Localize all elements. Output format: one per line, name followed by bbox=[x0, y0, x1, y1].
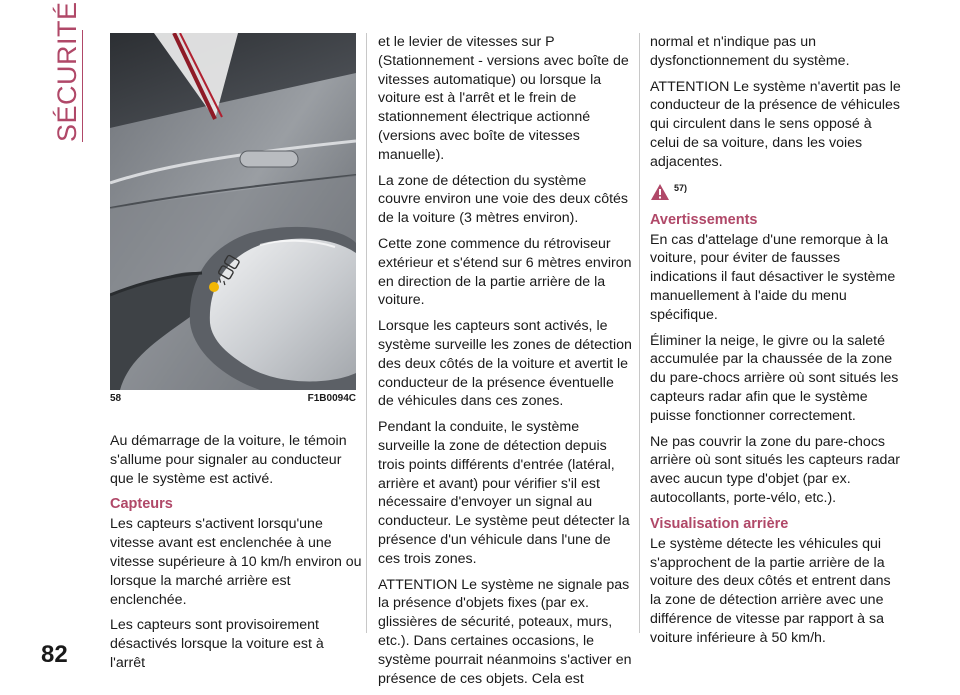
warning-triangle-icon bbox=[650, 183, 670, 201]
paragraph: et le levier de vitesses sur P (Stationnement - versions avec boîte de vitesses automatique) ou lorsque la voiture est à l'arrêt et le frein de stationnement électrique actionné (versions avec boîte de vitesses manuelle). bbox=[378, 34, 629, 163]
text-column-2 bbox=[378, 33, 632, 695]
paragraph: ATTENTION Le système n'avertit pas le conducteur de la présence de véhicules qui circulent dans le sens opposé à celui de sa voiture, dans les voies adjacentes. bbox=[650, 78, 901, 170]
heading-visualisation-arriere: Visualisation arrière bbox=[650, 515, 789, 532]
paragraph: La zone de détection du système couvre environ une voie des deux côtés de la voiture (3 mètres environ). bbox=[378, 172, 629, 227]
warning-ref-number: 57) bbox=[674, 183, 688, 194]
paragraph: Pendant la conduite, le système surveille la zone de détection depuis trois points différents d'entrée (latéral, arrière et avant) pour vérifier s'il est nécessaire d'envoyer un signal au conducteur. Le système peut détecter la présence d'un véhicule dans l'une de ces trois zones. bbox=[378, 419, 630, 567]
heading-avertissements: Avertissements bbox=[650, 211, 758, 228]
column-divider bbox=[639, 33, 640, 633]
paragraph: Éliminer la neige, le givre ou la saleté accumulée par la chaussée de la zone du pare-chocs arrière où sont situés les capteurs radar afin que le système puisse fonctionner correctement. bbox=[650, 332, 899, 424]
text-column-3 bbox=[650, 33, 904, 655]
paragraph: Ne pas couvrir la zone du pare-chocs arrière où sont situés les capteurs radar avec aucun type d'objet (par ex. autocollants, porte-vélo, etc.). bbox=[650, 433, 900, 506]
paragraph: Le système détecte les véhicules qui s'approchent de la partie arrière de la voiture des deux côtés et entrent dans la zone de détection arrière avec une différence de vitesse par rapport à sa voiture inférieure à 50 km/h. bbox=[650, 535, 891, 646]
warning-reference bbox=[650, 179, 904, 205]
column-divider bbox=[366, 33, 367, 633]
paragraph: normal et n'indique pas un dysfonctionnement du système. bbox=[650, 34, 850, 69]
heading-capteurs: Capteurs bbox=[110, 496, 173, 513]
warning-indicator-light bbox=[209, 282, 219, 292]
section-title-rule bbox=[82, 30, 83, 142]
figure-mirror-illustration bbox=[110, 33, 356, 390]
paragraph: Les capteurs s'activent lorsqu'une vitesse avant est enclenchée à une vitesse supérieure à 10 km/h environ ou lorsque la marché arrière est enclenchée. bbox=[110, 516, 362, 608]
section-title bbox=[52, 1, 82, 142]
paragraph: Cette zone commence du rétroviseur extérieur et s'étend sur 6 mètres environ en direction de la partie arrière de la voiture. bbox=[378, 235, 632, 309]
paragraph: ATTENTION Le système ne signale pas la présence d'objets fixes (par ex. glissières de sécurité, poteaux, murs, etc.). Dans certaines occasions, le système pourrait néanmoins s'activer en présence de ces objets. Cela est bbox=[378, 576, 632, 687]
section-title-text: SÉCURITÉ bbox=[52, 1, 82, 142]
figure-number: 58 bbox=[110, 393, 122, 404]
text-column-1 bbox=[110, 432, 362, 680]
figure-caption bbox=[110, 393, 356, 407]
paragraph: Lorsque les capteurs sont activés, le système surveille les zones de détection des deux côtés de la voiture et avertit le conducteur de la présence éventuelle de véhicules dans ces zones. bbox=[378, 318, 632, 410]
paragraph: Les capteurs sont provisoirement désactivés lorsque la voiture est à l'arrêt bbox=[110, 617, 324, 671]
page-number: 82 bbox=[41, 641, 68, 668]
figure-code: F1B0094C bbox=[307, 393, 356, 404]
mirror-illustration bbox=[110, 33, 356, 390]
paragraph: Au démarrage de la voiture, le témoin s'allume pour signaler au conducteur que le système est activé. bbox=[110, 433, 347, 487]
paragraph: En cas d'attelage d'une remorque à la voiture, pour éviter de fausses indications il faut désactiver le système manuellement à l'aide du menu spécifique. bbox=[650, 231, 896, 323]
